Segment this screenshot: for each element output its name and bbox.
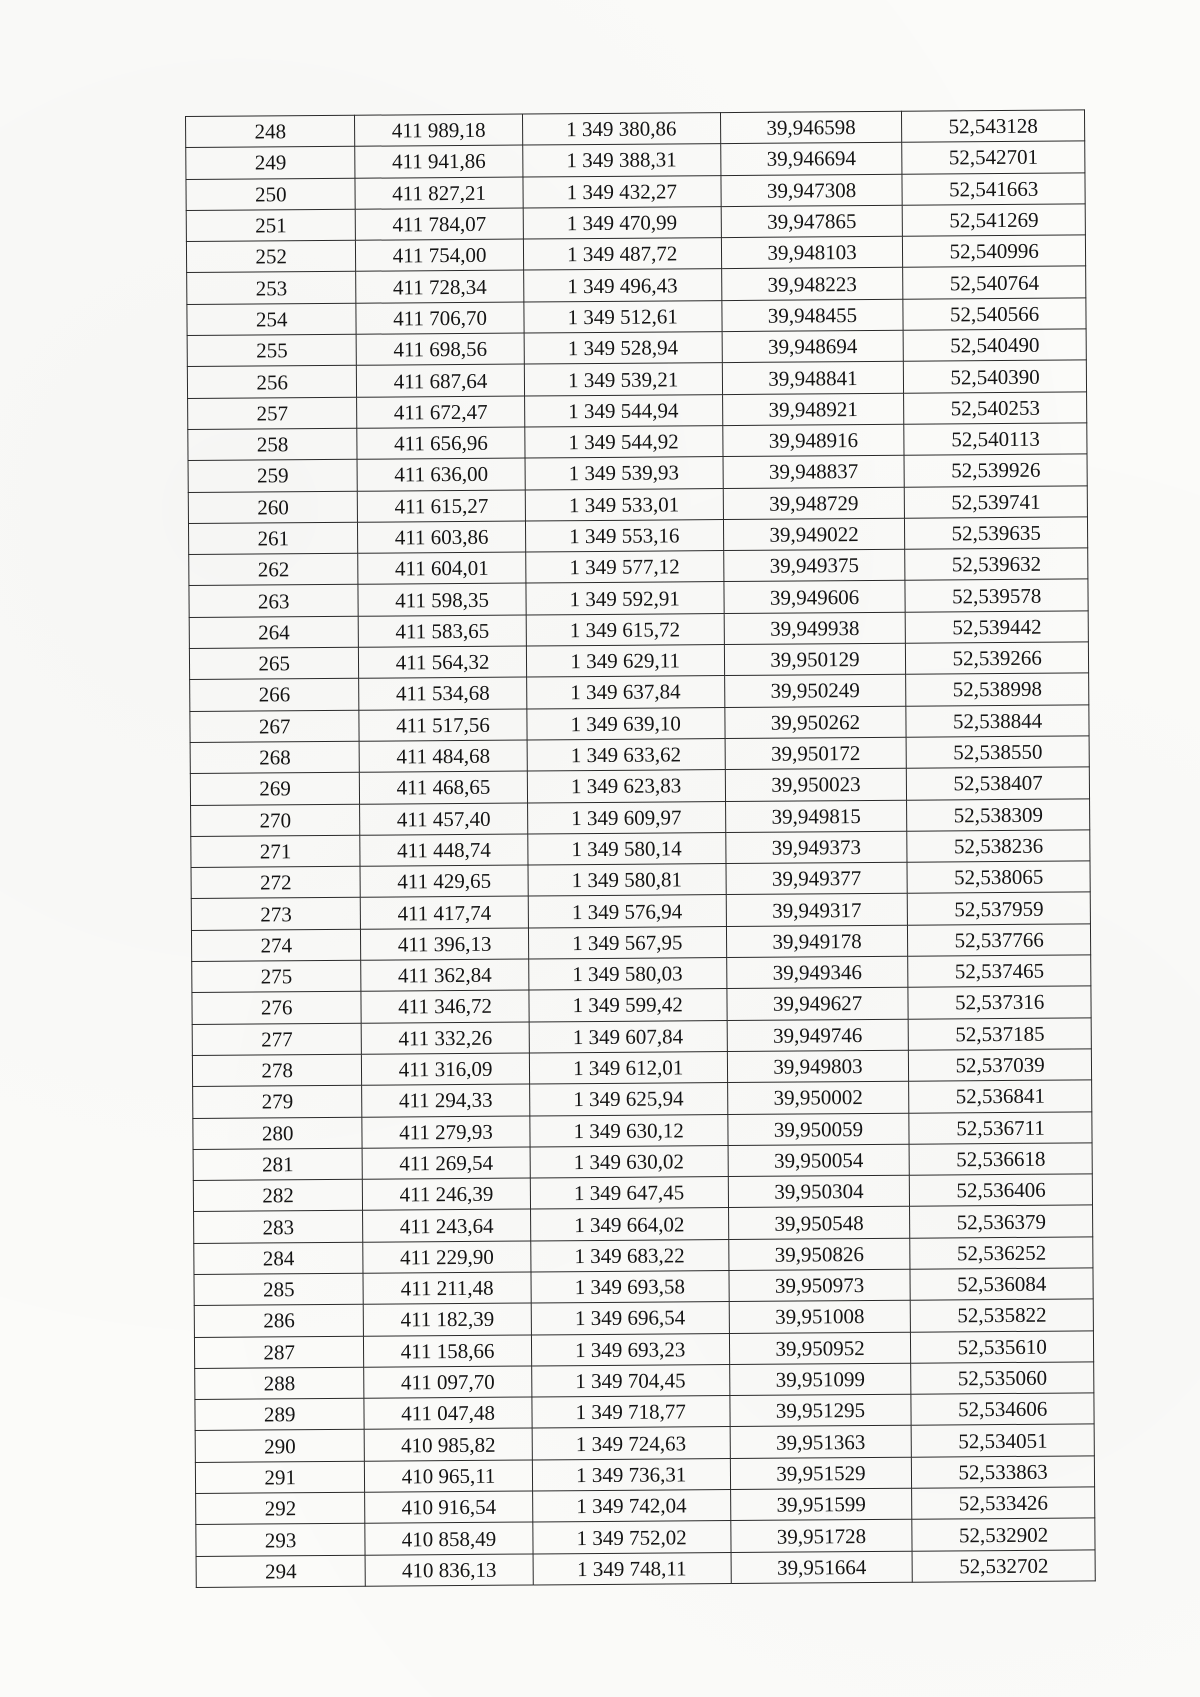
longitude-cell: 52,541269	[902, 204, 1085, 237]
y-coordinate-cell: 1 349 742,04	[532, 1490, 730, 1523]
y-coordinate-cell: 1 349 544,94	[524, 394, 722, 427]
x-coordinate-cell: 411 211,48	[363, 1272, 531, 1305]
point-number-cell: 288	[195, 1367, 365, 1400]
latitude-cell: 39,948916	[722, 424, 904, 457]
x-coordinate-cell: 411 429,65	[360, 865, 528, 898]
latitude-cell: 39,949815	[725, 800, 907, 833]
longitude-cell: 52,540113	[904, 423, 1087, 456]
latitude-cell: 39,951529	[730, 1457, 912, 1490]
longitude-cell: 52,538844	[906, 705, 1089, 738]
longitude-cell: 52,541663	[902, 172, 1085, 205]
point-number-cell: 268	[190, 741, 360, 774]
point-number-cell: 274	[191, 929, 361, 962]
longitude-cell: 52,539578	[905, 579, 1088, 612]
point-number-cell: 277	[192, 1023, 362, 1056]
x-coordinate-cell: 411 604,01	[358, 552, 526, 585]
point-number-cell: 272	[191, 866, 361, 899]
y-coordinate-cell: 1 349 639,10	[527, 707, 725, 740]
longitude-cell: 52,537316	[908, 986, 1091, 1019]
y-coordinate-cell: 1 349 612,01	[529, 1051, 727, 1084]
coordinates-table-body	[186, 110, 1096, 1588]
x-coordinate-cell: 411 636,00	[357, 458, 525, 491]
point-number-cell: 267	[190, 710, 360, 743]
x-coordinate-cell: 410 916,54	[365, 1491, 533, 1524]
y-coordinate-cell: 1 349 599,42	[529, 989, 727, 1022]
longitude-cell: 52,540490	[903, 329, 1086, 362]
latitude-cell: 39,950002	[727, 1081, 909, 1114]
longitude-cell: 52,539632	[905, 548, 1088, 581]
y-coordinate-cell: 1 349 388,31	[522, 144, 720, 177]
point-number-cell: 289	[195, 1398, 365, 1431]
point-number-cell: 252	[186, 240, 356, 273]
latitude-cell: 39,949022	[723, 518, 905, 551]
latitude-cell: 39,949377	[726, 862, 908, 895]
longitude-cell: 52,536841	[909, 1080, 1092, 1113]
latitude-cell: 39,947308	[721, 174, 903, 207]
x-coordinate-cell: 411 243,64	[363, 1209, 531, 1242]
latitude-cell: 39,948921	[722, 393, 904, 426]
point-number-cell: 286	[194, 1305, 364, 1338]
x-coordinate-cell: 411 468,65	[360, 771, 528, 804]
y-coordinate-cell: 1 349 752,02	[533, 1521, 731, 1554]
latitude-cell: 39,949627	[727, 988, 909, 1021]
x-coordinate-cell: 411 279,93	[362, 1116, 530, 1149]
point-number-cell: 293	[196, 1524, 366, 1557]
latitude-cell: 39,948455	[722, 299, 904, 332]
longitude-cell: 52,534051	[911, 1424, 1094, 1457]
x-coordinate-cell: 411 583,65	[359, 615, 527, 648]
y-coordinate-cell: 1 349 528,94	[524, 332, 722, 365]
point-number-cell: 273	[191, 898, 361, 931]
x-coordinate-cell: 410 965,11	[365, 1460, 533, 1493]
point-number-cell: 262	[189, 553, 359, 586]
y-coordinate-cell: 1 349 623,83	[527, 770, 725, 803]
point-number-cell: 255	[187, 334, 357, 367]
latitude-cell: 39,949317	[726, 894, 908, 927]
y-coordinate-cell: 1 349 664,02	[530, 1208, 728, 1241]
point-number-cell: 281	[193, 1148, 363, 1181]
latitude-cell: 39,949746	[727, 1019, 909, 1052]
longitude-cell: 52,533863	[912, 1456, 1095, 1489]
x-coordinate-cell: 411 827,21	[355, 177, 523, 210]
y-coordinate-cell: 1 349 615,72	[526, 613, 724, 646]
point-number-cell: 253	[187, 272, 357, 305]
point-number-cell: 249	[186, 147, 356, 180]
y-coordinate-cell: 1 349 724,63	[532, 1427, 730, 1460]
x-coordinate-cell: 411 517,56	[359, 709, 527, 742]
x-coordinate-cell: 411 698,56	[356, 333, 524, 366]
x-coordinate-cell: 411 158,66	[364, 1335, 532, 1368]
x-coordinate-cell: 411 457,40	[360, 803, 528, 836]
longitude-cell: 52,532702	[912, 1550, 1095, 1583]
point-number-cell: 280	[193, 1117, 363, 1150]
point-number-cell: 250	[186, 178, 356, 211]
latitude-cell: 39,948223	[721, 268, 903, 301]
latitude-cell: 39,946598	[720, 111, 902, 144]
longitude-cell: 52,537766	[908, 924, 1091, 957]
longitude-cell: 52,533426	[912, 1487, 1095, 1520]
point-number-cell: 292	[196, 1492, 366, 1525]
x-coordinate-cell: 411 294,33	[362, 1084, 530, 1117]
longitude-cell: 52,536084	[910, 1268, 1093, 1301]
x-coordinate-cell: 411 346,72	[361, 990, 529, 1023]
longitude-cell: 52,539635	[905, 517, 1088, 550]
longitude-cell: 52,536379	[910, 1205, 1093, 1238]
point-number-cell: 258	[188, 428, 358, 461]
x-coordinate-cell: 411 269,54	[362, 1147, 530, 1180]
longitude-cell: 52,538407	[907, 767, 1090, 800]
x-coordinate-cell: 411 615,27	[358, 490, 526, 523]
x-coordinate-cell: 411 754,00	[356, 239, 524, 272]
x-coordinate-cell: 411 564,32	[359, 646, 527, 679]
longitude-cell: 52,536252	[910, 1237, 1093, 1270]
y-coordinate-cell: 1 349 629,11	[526, 645, 724, 678]
y-coordinate-cell: 1 349 533,01	[525, 488, 723, 521]
longitude-cell: 52,536711	[909, 1111, 1092, 1144]
x-coordinate-cell: 411 047,48	[364, 1397, 532, 1430]
x-coordinate-cell: 411 728,34	[356, 271, 524, 304]
longitude-cell: 52,534606	[911, 1393, 1094, 1426]
point-number-cell: 279	[193, 1085, 363, 1118]
point-number-cell: 259	[188, 460, 358, 493]
x-coordinate-cell: 411 182,39	[364, 1303, 532, 1336]
point-number-cell: 270	[191, 804, 361, 837]
latitude-cell: 39,951363	[730, 1426, 912, 1459]
point-number-cell: 269	[190, 772, 360, 805]
latitude-cell: 39,951295	[730, 1394, 912, 1427]
longitude-cell: 52,542701	[902, 141, 1085, 174]
y-coordinate-cell: 1 349 539,21	[524, 363, 722, 396]
longitude-cell: 52,539442	[905, 611, 1088, 644]
y-coordinate-cell: 1 349 380,86	[522, 113, 720, 146]
latitude-cell: 39,950129	[724, 643, 906, 676]
y-coordinate-cell: 1 349 696,54	[531, 1302, 729, 1335]
latitude-cell: 39,951728	[731, 1520, 913, 1553]
longitude-cell: 52,538236	[907, 830, 1090, 863]
latitude-cell: 39,949375	[723, 549, 905, 582]
x-coordinate-cell: 411 417,74	[361, 896, 529, 929]
point-number-cell: 291	[195, 1461, 365, 1494]
longitude-cell: 52,540253	[904, 392, 1087, 425]
y-coordinate-cell: 1 349 630,02	[530, 1145, 728, 1178]
y-coordinate-cell: 1 349 567,95	[528, 926, 726, 959]
latitude-cell: 39,948103	[721, 236, 903, 269]
point-number-cell: 256	[187, 366, 357, 399]
latitude-cell: 39,949803	[727, 1050, 909, 1083]
latitude-cell: 39,950059	[728, 1113, 910, 1146]
latitude-cell: 39,949373	[725, 831, 907, 864]
y-coordinate-cell: 1 349 592,91	[526, 582, 724, 615]
longitude-cell: 52,535060	[911, 1362, 1094, 1395]
point-number-cell: 278	[192, 1054, 362, 1087]
longitude-cell: 52,537465	[908, 955, 1091, 988]
point-number-cell: 271	[191, 835, 361, 868]
longitude-cell: 52,539926	[904, 454, 1087, 487]
longitude-cell: 52,537185	[908, 1017, 1091, 1050]
longitude-cell: 52,540764	[903, 266, 1086, 299]
coordinates-table	[185, 109, 1096, 1588]
y-coordinate-cell: 1 349 630,12	[530, 1114, 728, 1147]
point-number-cell: 283	[194, 1211, 364, 1244]
longitude-cell: 52,537959	[908, 892, 1091, 925]
latitude-cell: 39,946694	[720, 143, 902, 176]
x-coordinate-cell: 410 858,49	[365, 1522, 533, 1555]
point-number-cell: 251	[186, 209, 356, 242]
point-number-cell: 275	[192, 960, 362, 993]
longitude-cell: 52,538065	[907, 861, 1090, 894]
latitude-cell: 39,950304	[728, 1175, 910, 1208]
longitude-cell: 52,538550	[906, 736, 1089, 769]
latitude-cell: 39,949606	[724, 581, 906, 614]
latitude-cell: 39,950548	[728, 1207, 910, 1240]
point-number-cell: 294	[196, 1555, 366, 1588]
x-coordinate-cell: 411 784,07	[356, 208, 524, 241]
y-coordinate-cell: 1 349 496,43	[523, 269, 721, 302]
x-coordinate-cell: 411 448,74	[360, 834, 528, 867]
latitude-cell: 39,947865	[721, 205, 903, 238]
y-coordinate-cell: 1 349 704,45	[531, 1364, 729, 1397]
latitude-cell: 39,950023	[725, 768, 907, 801]
latitude-cell: 39,950262	[725, 706, 907, 739]
latitude-cell: 39,950054	[728, 1144, 910, 1177]
y-coordinate-cell: 1 349 607,84	[529, 1020, 727, 1053]
x-coordinate-cell: 411 362,84	[361, 959, 529, 992]
x-coordinate-cell: 411 484,68	[359, 740, 527, 773]
longitude-cell: 52,535822	[911, 1299, 1094, 1332]
point-number-cell: 290	[195, 1430, 365, 1463]
y-coordinate-cell: 1 349 512,61	[524, 300, 722, 333]
y-coordinate-cell: 1 349 553,16	[525, 519, 723, 552]
x-coordinate-cell: 411 332,26	[362, 1022, 530, 1055]
x-coordinate-cell: 411 316,09	[362, 1053, 530, 1086]
point-number-cell: 248	[186, 115, 356, 148]
longitude-cell: 52,540390	[904, 360, 1087, 393]
y-coordinate-cell: 1 349 544,92	[525, 426, 723, 459]
longitude-cell: 52,539266	[906, 642, 1089, 675]
point-number-cell: 266	[190, 679, 360, 712]
x-coordinate-cell: 410 836,13	[365, 1554, 533, 1587]
longitude-cell: 52,537039	[909, 1049, 1092, 1082]
longitude-cell: 52,539741	[905, 485, 1088, 518]
y-coordinate-cell: 1 349 539,93	[525, 457, 723, 490]
x-coordinate-cell: 411 989,18	[355, 114, 523, 147]
latitude-cell: 39,950973	[729, 1269, 911, 1302]
x-coordinate-cell: 411 229,90	[363, 1241, 531, 1274]
x-coordinate-cell: 411 534,68	[359, 677, 527, 710]
point-number-cell: 254	[187, 303, 357, 336]
point-number-cell: 284	[194, 1242, 364, 1275]
y-coordinate-cell: 1 349 625,94	[529, 1083, 727, 1116]
x-coordinate-cell: 411 603,86	[358, 521, 526, 554]
latitude-cell: 39,951664	[731, 1551, 913, 1584]
point-number-cell: 260	[188, 491, 358, 524]
latitude-cell: 39,948837	[723, 456, 905, 489]
y-coordinate-cell: 1 349 580,14	[528, 832, 726, 865]
latitude-cell: 39,949346	[726, 956, 908, 989]
y-coordinate-cell: 1 349 683,22	[530, 1239, 728, 1272]
longitude-cell: 52,536406	[910, 1174, 1093, 1207]
latitude-cell: 39,949178	[726, 925, 908, 958]
y-coordinate-cell: 1 349 633,62	[527, 738, 725, 771]
x-coordinate-cell: 411 598,35	[358, 583, 526, 616]
latitude-cell: 39,950952	[729, 1332, 911, 1365]
y-coordinate-cell: 1 349 637,84	[526, 676, 724, 709]
y-coordinate-cell: 1 349 487,72	[523, 238, 721, 271]
y-coordinate-cell: 1 349 693,58	[531, 1271, 729, 1304]
point-number-cell: 285	[194, 1273, 364, 1306]
latitude-cell: 39,948841	[722, 362, 904, 395]
y-coordinate-cell: 1 349 577,12	[525, 551, 723, 584]
y-coordinate-cell: 1 349 580,81	[528, 864, 726, 897]
y-coordinate-cell: 1 349 432,27	[523, 175, 721, 208]
y-coordinate-cell: 1 349 736,31	[532, 1458, 730, 1491]
y-coordinate-cell: 1 349 718,77	[532, 1396, 730, 1429]
x-coordinate-cell: 411 687,64	[357, 364, 525, 397]
point-number-cell: 261	[188, 522, 358, 555]
y-coordinate-cell: 1 349 576,94	[528, 895, 726, 928]
longitude-cell: 52,532902	[912, 1518, 1095, 1551]
y-coordinate-cell: 1 349 580,03	[528, 958, 726, 991]
latitude-cell: 39,948694	[722, 330, 904, 363]
latitude-cell: 39,950826	[728, 1238, 910, 1271]
point-number-cell: 282	[193, 1179, 363, 1212]
table-row	[196, 1550, 1095, 1588]
latitude-cell: 39,951599	[730, 1488, 912, 1521]
y-coordinate-cell: 1 349 693,23	[531, 1333, 729, 1366]
x-coordinate-cell: 410 985,82	[365, 1428, 533, 1461]
latitude-cell: 39,950172	[725, 737, 907, 770]
longitude-cell: 52,536618	[909, 1143, 1092, 1176]
point-number-cell: 257	[188, 397, 358, 430]
x-coordinate-cell: 411 097,70	[364, 1366, 532, 1399]
x-coordinate-cell: 411 672,47	[357, 396, 525, 429]
point-number-cell: 265	[189, 647, 359, 680]
y-coordinate-cell: 1 349 609,97	[527, 801, 725, 834]
longitude-cell: 52,543128	[902, 110, 1085, 143]
latitude-cell: 39,951099	[729, 1363, 911, 1396]
point-number-cell: 287	[194, 1336, 364, 1369]
x-coordinate-cell: 411 706,70	[356, 302, 524, 335]
y-coordinate-cell: 1 349 647,45	[530, 1177, 728, 1210]
latitude-cell: 39,951008	[729, 1300, 911, 1333]
x-coordinate-cell: 411 246,39	[363, 1178, 531, 1211]
longitude-cell: 52,540996	[903, 235, 1086, 268]
latitude-cell: 39,950249	[724, 675, 906, 708]
x-coordinate-cell: 411 396,13	[361, 928, 529, 961]
y-coordinate-cell: 1 349 470,99	[523, 206, 721, 239]
latitude-cell: 39,948729	[723, 487, 905, 520]
y-coordinate-cell: 1 349 748,11	[533, 1552, 731, 1585]
longitude-cell: 52,538309	[907, 798, 1090, 831]
point-number-cell: 263	[189, 585, 359, 618]
x-coordinate-cell: 411 941,86	[355, 145, 523, 178]
longitude-cell: 52,540566	[903, 298, 1086, 331]
x-coordinate-cell: 411 656,96	[357, 427, 525, 460]
point-number-cell: 264	[189, 616, 359, 649]
point-number-cell: 276	[192, 992, 362, 1025]
longitude-cell: 52,538998	[906, 673, 1089, 706]
longitude-cell: 52,535610	[911, 1330, 1094, 1363]
latitude-cell: 39,949938	[724, 612, 906, 645]
